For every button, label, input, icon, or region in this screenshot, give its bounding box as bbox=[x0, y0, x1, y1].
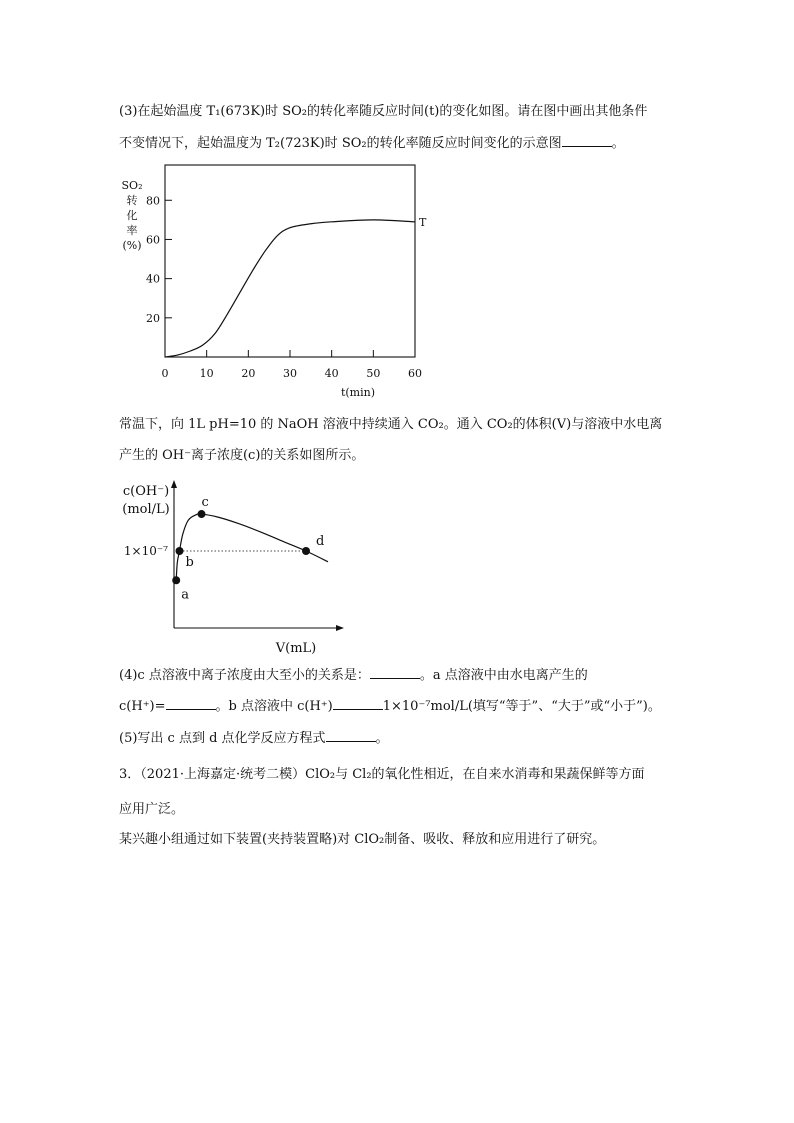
q4-line2-a: c(H⁺)= bbox=[119, 699, 166, 714]
y-axis-label-line: 化 bbox=[126, 209, 138, 222]
problem3-line3: 某兴趣小组通过如下装置(夹持装置略)对 ClO₂制备、吸收、释放和应用进行了研究。 bbox=[119, 832, 606, 847]
point-label-c: c bbox=[201, 495, 209, 511]
q5-text-b: 。 bbox=[375, 731, 389, 746]
y-axis-label-line: 转 bbox=[126, 194, 138, 207]
y-ticks bbox=[146, 194, 172, 325]
q4-line1-b: 。a 点溶液中由水电离产生的 bbox=[419, 668, 588, 683]
x-axis-label: t(min) bbox=[340, 386, 376, 399]
series-line-T bbox=[165, 220, 415, 357]
point-a bbox=[172, 576, 180, 584]
answer-blank bbox=[333, 697, 383, 710]
x-ticks bbox=[162, 350, 423, 380]
y-tick-label: 80 bbox=[146, 194, 160, 208]
answer-blank bbox=[562, 134, 612, 147]
y-axis-label-line: c(OH⁻) bbox=[122, 484, 170, 499]
q4-line2 bbox=[119, 697, 661, 716]
q4-line1 bbox=[119, 666, 588, 685]
q3-text-line1: (3)在起始温度 T₁(673K)时 SO₂的转化率随反应时间(t)的变化如图。请在图中画出其他条件 bbox=[119, 104, 648, 119]
q4-line2-b: 。b 点溶液中 c(H⁺) bbox=[215, 699, 333, 714]
point-label-d: d bbox=[316, 534, 325, 549]
q4-line2-c: 1×10⁻⁷mol/L(填写“等于”、“大于”或“小于”)。 bbox=[382, 699, 661, 714]
point-b bbox=[176, 547, 184, 555]
point-label-a: a bbox=[181, 587, 189, 603]
q5-text-a: (5)写出 c 点到 d 点化学反应方程式 bbox=[119, 731, 326, 746]
point-label-b: b bbox=[185, 555, 194, 570]
y-axis-label-line: (%) bbox=[122, 239, 142, 252]
y-tick-label: 60 bbox=[146, 233, 160, 247]
x-axis-label: V(mL) bbox=[275, 641, 317, 656]
y-axis-label-line: 率 bbox=[126, 224, 138, 237]
x-tick-label: 60 bbox=[408, 367, 422, 380]
y-axis-arrow bbox=[171, 480, 177, 488]
intro-line1: 常温下，向 1L pH=10 的 NaOH 溶液中持续通入 CO₂。通入 CO₂的体积(V)与溶液中水电离 bbox=[119, 417, 663, 432]
y-axis-label bbox=[122, 179, 143, 252]
y-axis-label bbox=[122, 484, 169, 517]
x-tick-label: 20 bbox=[241, 367, 256, 380]
plot-frame bbox=[165, 165, 415, 357]
x-tick-label: 50 bbox=[366, 367, 381, 380]
q3-text-line2 bbox=[119, 134, 625, 153]
answer-blank bbox=[326, 729, 376, 742]
y-axis-label-line: (mol/L) bbox=[122, 502, 170, 517]
y-tick-label: 20 bbox=[146, 311, 160, 325]
q3-text-line2-b: 。 bbox=[611, 136, 625, 151]
y-tick-label: 40 bbox=[146, 272, 160, 286]
x-tick-label: 0 bbox=[161, 367, 169, 380]
oh-concentration-chart bbox=[110, 478, 360, 658]
q3-text-line2-a: 不变情况下，起始温度为 T₂(723K)时 SO₂的转化率随反应时间变化的示意图 bbox=[119, 136, 562, 151]
y-axis-label-line: SO₂ bbox=[121, 179, 143, 192]
x-axis-arrow bbox=[336, 625, 344, 631]
q5-line bbox=[119, 729, 389, 748]
so2-conversion-chart bbox=[110, 160, 430, 400]
problem3-line2: 应用广泛。 bbox=[119, 802, 185, 817]
concentration-curve bbox=[176, 514, 328, 580]
point-c bbox=[198, 510, 206, 518]
x-tick-label: 10 bbox=[199, 367, 214, 380]
problem3-line1: 3．（2021·上海嘉定·统考二模）ClO₂与 Cl₂的氧化性相近，在自来水消毒和果蔬保鲜等方面 bbox=[119, 767, 645, 782]
x-tick-label: 40 bbox=[324, 367, 339, 380]
x-tick-label: 30 bbox=[283, 367, 297, 380]
q4-line1-a: (4)c 点溶液中离子浓度由大至小的关系是： bbox=[119, 668, 370, 683]
series-label-T: T bbox=[419, 215, 427, 229]
answer-blank bbox=[166, 697, 216, 710]
point-d bbox=[302, 547, 310, 555]
intro-line2: 产生的 OH⁻离子浓度(c)的关系如图所示。 bbox=[119, 448, 365, 463]
answer-blank bbox=[370, 666, 420, 679]
y-tick-label: 1×10⁻⁷ bbox=[123, 544, 168, 558]
